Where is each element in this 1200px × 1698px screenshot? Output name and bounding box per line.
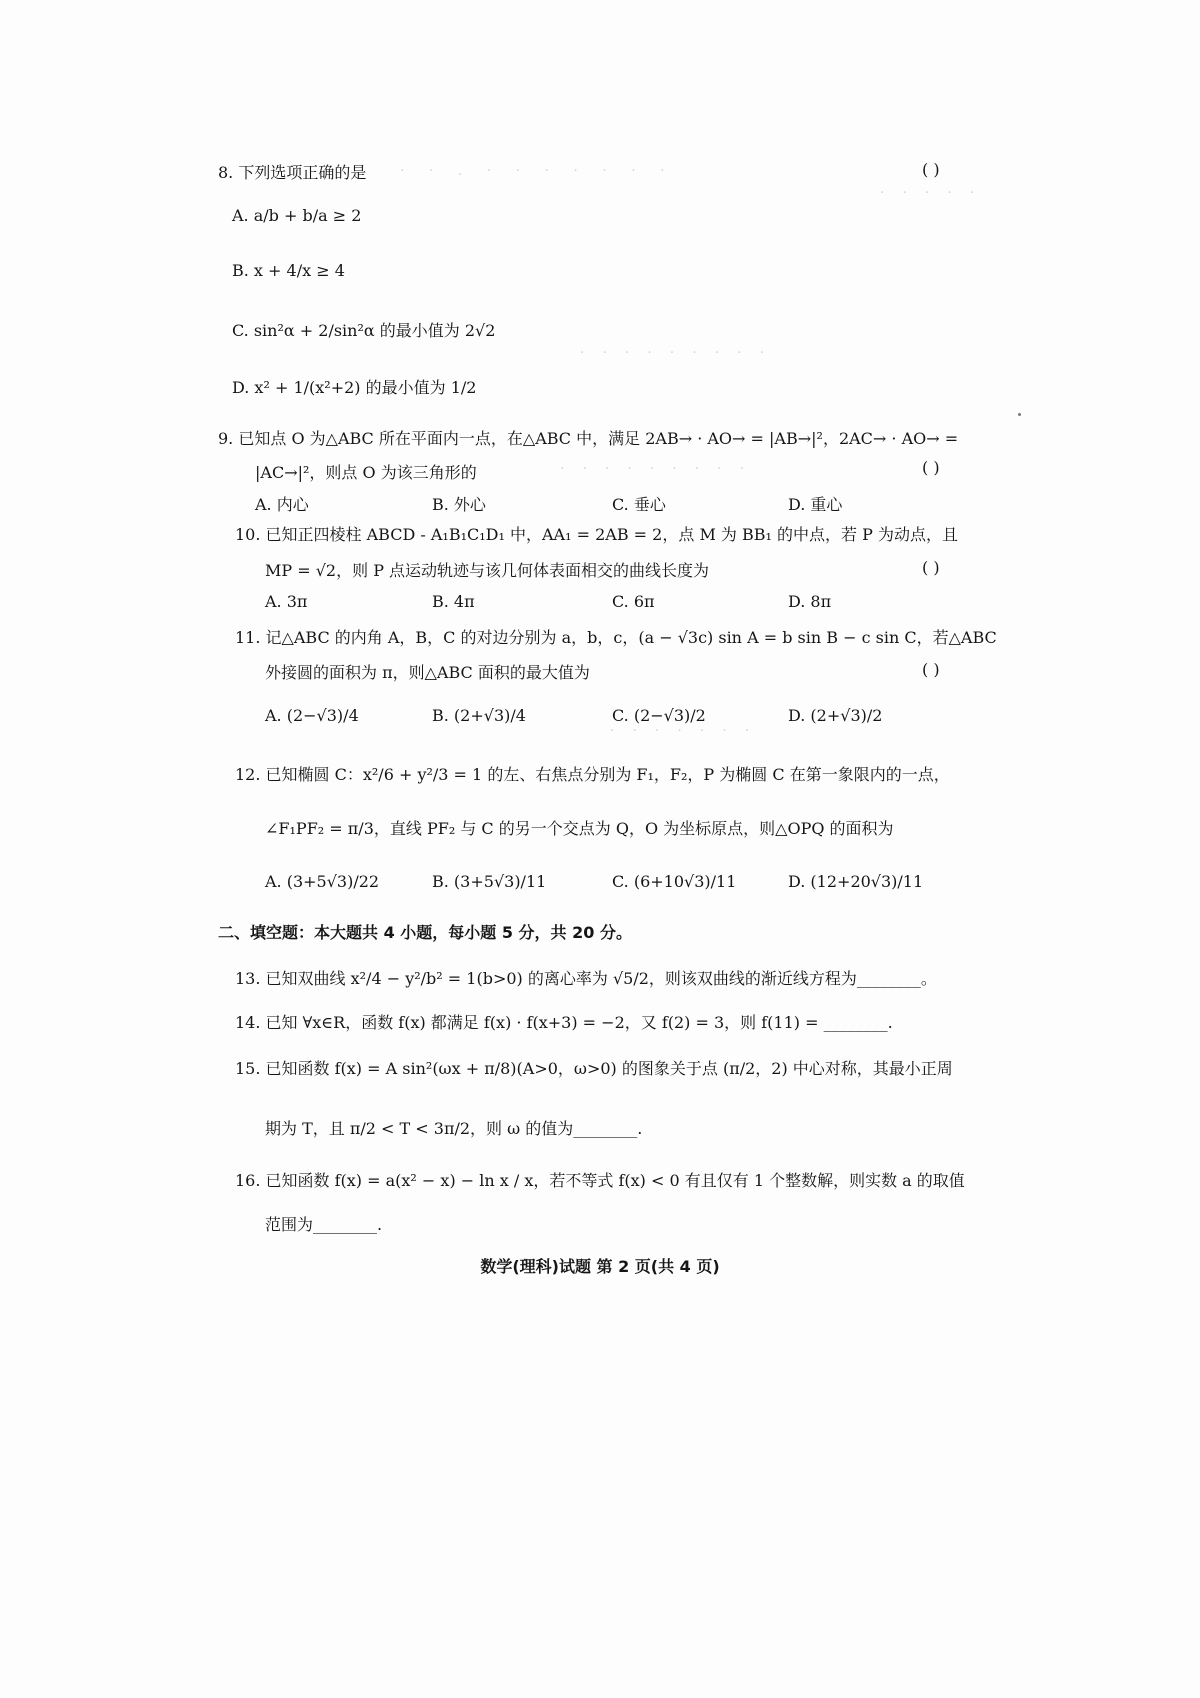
q10-option-d: D. 8π — [788, 592, 832, 611]
q12-option-d: D. (12+20√3)/11 — [788, 872, 924, 891]
q11-option-a: A. (2−√3)/4 — [265, 706, 359, 725]
q10-line1: 10. 已知正四棱柱 ABCD - A₁B₁C₁D₁ 中，AA₁ = 2AB = 2，点 M 为 BB₁ 的中点，若 P 为动点，且 — [235, 525, 958, 544]
q11-option-d: D. (2+√3)/2 — [788, 706, 883, 725]
q10-option-b: B. 4π — [432, 592, 475, 611]
bleed-through-text: · · · · · · · · · — [560, 461, 747, 477]
q12-option-c: C. (6+10√3)/11 — [612, 872, 737, 891]
bleed-through-text: · · · · · — [880, 185, 977, 201]
q9-line1: 9. 已知点 O 为△ABC 所在平面内一点，在△ABC 中，满足 2AB→ · AO→ = |AB→|²，2AC→ · AO→ = — [218, 429, 959, 448]
q12-line1: 12. 已知椭圆 C：x²/6 + y²/3 = 1 的左、右焦点分别为 F₁，F₂，P 为椭圆 C 在第一象限内的一点， — [235, 765, 950, 784]
q9-line2: |AC→|²，则点 O 为该三角形的 — [255, 463, 477, 482]
q10-option-a: A. 3π — [265, 592, 308, 611]
q8-stem: 8. 下列选项正确的是 — [218, 163, 367, 182]
scan-speck — [1018, 413, 1021, 416]
q9-option-b: B. 外心 — [432, 495, 486, 514]
q8-answer-paren: ( ) — [922, 160, 940, 179]
q8-option-d: D. x² + 1/(x²+2) 的最小值为 1/2 — [232, 378, 477, 397]
q12-option-b: B. (3+5√3)/11 — [432, 872, 547, 891]
q12-option-a: A. (3+5√3)/22 — [265, 872, 380, 891]
section-heading-fill-in: 二、填空题：本大题共 4 小题，每小题 5 分，共 20 分。 — [218, 923, 632, 942]
q8-option-a: A. a/b + b/a ≥ 2 — [232, 206, 362, 225]
q9-option-c: C. 垂心 — [612, 495, 666, 514]
bleed-through-text: · · · · · · · · · — [580, 345, 767, 361]
q16-line2: 范围为________. — [265, 1215, 383, 1234]
q8-option-c: C. sin²α + 2/sin²α 的最小值为 2√2 — [232, 321, 496, 340]
bleed-through-text: · · . · · · · · · · — [400, 163, 667, 179]
q13-text: 13. 已知双曲线 x²/4 − y²/b² = 1(b>0) 的离心率为 √5/2，则该双曲线的渐近线方程为________。 — [235, 969, 937, 988]
q9-answer-paren: ( ) — [922, 458, 940, 477]
q8-option-b: B. x + 4/x ≥ 4 — [232, 261, 345, 280]
q11-option-c: C. (2−√3)/2 — [612, 706, 706, 725]
q11-line1: 11. 记△ABC 的内角 A，B，C 的对边分别为 a，b，c，(a − √3c) sin A = b sin B − c sin C，若△ABC — [235, 628, 997, 647]
q9-option-a: A. 内心 — [255, 495, 309, 514]
q11-line2: 外接圆的面积为 π，则△ABC 面积的最大值为 — [265, 663, 590, 682]
q10-answer-paren: ( ) — [922, 558, 940, 577]
q16-line1: 16. 已知函数 f(x) = a(x² − x) − ln x / x，若不等式 f(x) < 0 有且仅有 1 个整数解，则实数 a 的取值 — [235, 1171, 965, 1190]
q11-answer-paren: ( ) — [922, 660, 940, 679]
q12-line2: ∠F₁PF₂ = π/3，直线 PF₂ 与 C 的另一个交点为 Q，O 为坐标原点，则△OPQ 的面积为 — [265, 819, 894, 838]
bleed-through-text: · · · · · · · — [610, 723, 752, 739]
q10-line2: MP = √2，则 P 点运动轨迹与该几何体表面相交的曲线长度为 — [265, 561, 710, 580]
q10-option-c: C. 6π — [612, 592, 655, 611]
q14-text: 14. 已知 ∀x∈R，函数 f(x) 都满足 f(x) · f(x+3) = −2，又 f(2) = 3，则 f(11) = ________. — [235, 1013, 893, 1032]
page-footer: 数学(理科)试题 第 2 页(共 4 页) — [480, 1257, 720, 1276]
q9-option-d: D. 重心 — [788, 495, 843, 514]
q15-line2: 期为 T，且 π/2 < T < 3π/2，则 ω 的值为________. — [265, 1119, 643, 1138]
q15-line1: 15. 已知函数 f(x) = A sin²(ωx + π/8)(A>0，ω>0) 的图象关于点 (π/2，2) 中心对称，其最小正周 — [235, 1059, 953, 1078]
q11-option-b: B. (2+√3)/4 — [432, 706, 526, 725]
